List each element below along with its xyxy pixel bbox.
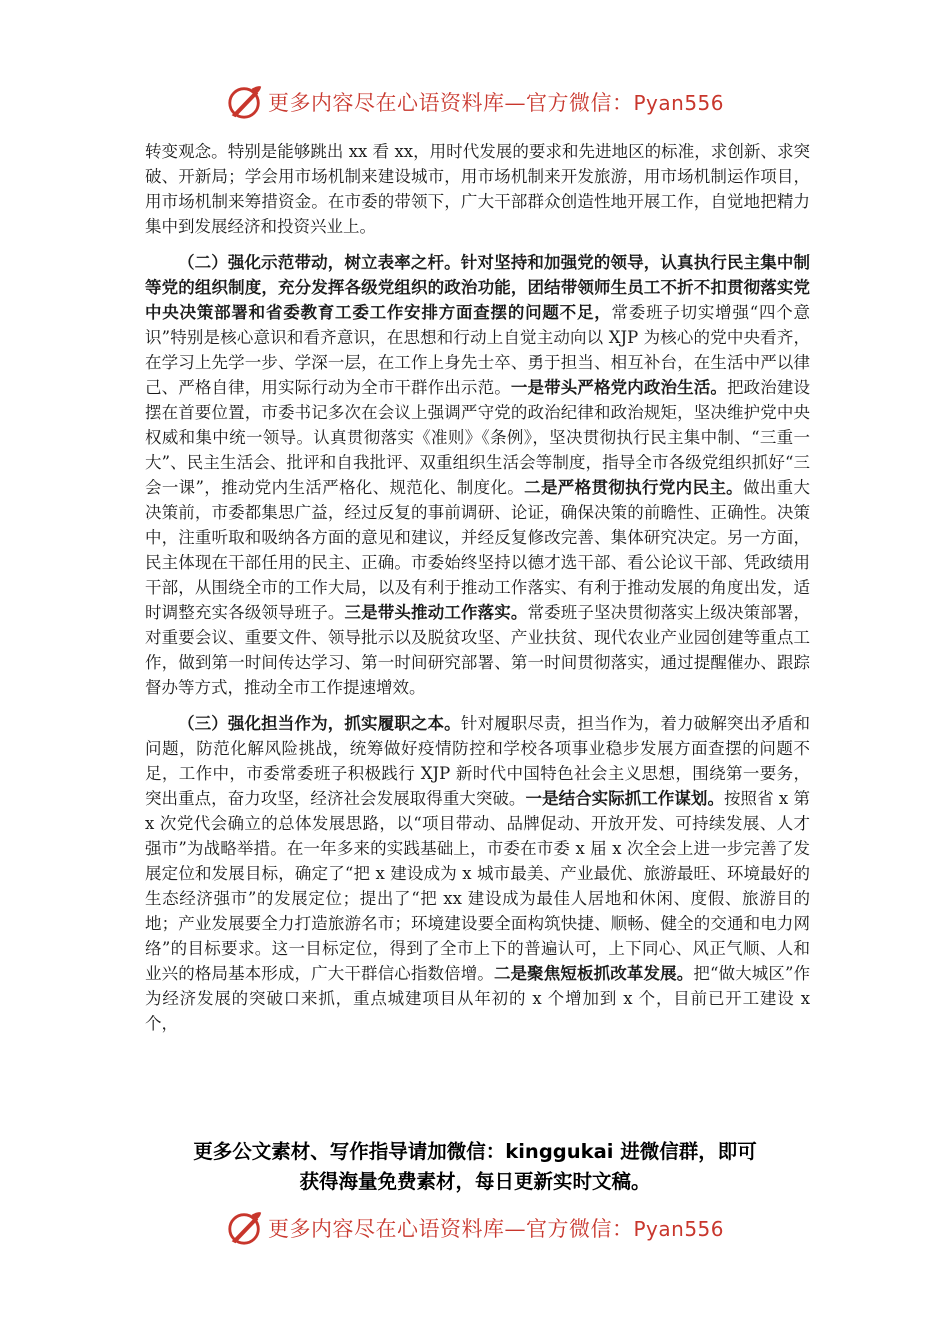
- header-banner: [0, 82, 950, 122]
- quill-logo-icon: [226, 83, 264, 121]
- text-run: 常委班子切实增强“四个意识”特别是核心意识和看齐意识，在思想和行动上自觉主动向以 XJP 为核心的党中央看齐，在学习上先学一步、学深一层，在工作上身先士卒、勇于担当、相互补台，在生活中严以律己、严格自律，用实际行动为全市干群作出示范。: [145, 303, 811, 397]
- header-banner-text: 更多内容尽在心语资料库—官方微信：Pyan556: [267, 91, 724, 115]
- bold-run: 一是带头严格党内政治生活。: [510, 378, 727, 397]
- paragraph: [145, 139, 810, 239]
- paragraph: [145, 711, 810, 1036]
- paragraph: [145, 250, 810, 700]
- quill-logo-icon: [226, 1209, 264, 1247]
- bold-run: 一是结合实际抓工作谋划。: [525, 789, 724, 808]
- text-run: 针对履职尽责，担当作为，着力破解突出矛盾和问题，防范化解风险挑战，统筹做好疫情防控和学校各项事业稳步发展方面查摆的问题不足，工作中，市委常委班子积极践行 XJP 新时代中国特色社会主义思想，围绕第一要务，突出重点，奋力攻坚，经济社会发展取得重大突破。: [145, 714, 811, 808]
- footer-banner-text: 更多内容尽在心语资料库—官方微信：Pyan556: [267, 1217, 724, 1241]
- bold-run: 二是严格贯彻执行党内民主。: [524, 478, 743, 497]
- text-run: 做出重大决策前，市委都集思广益，经过反复的事前调研、论证，确保决策的前瞻性、正确性。决策中，注重听取和吸纳各方面的意见和建议，并经反复修改完善、集体研究决定。另一方面，民主体现在干部任用的民主、正确。市委始终坚持以德才选干部、看公论议干部、凭政绩用干部，从围绕全市的工作大局，以及有利于推动工作落实、有利于推动发展的角度出发，适时调整充实各级领导班子。: [145, 478, 811, 622]
- bold-run: 三是带头推动工作落实。: [344, 603, 528, 622]
- text-run: 转变观念。特别是能够跳出 xx 看 xx，用时代发展的要求和先进地区的标准，求创新、求突破、开新局；学会用市场机制来建设城市，用市场机制来开发旅游，用市场机制运作项目，用市场机制来筹措资金。在市委的带领下，广大干部群众创造性地开展工作，自觉地把精力集中到发展经济和投资兴业上。: [145, 142, 810, 236]
- text-run: 把政治建设摆在首要位置，市委书记多次在会议上强调严守党的政治纪律和政治规矩，坚决维护党中央权威和集中统一领导。认真贯彻落实《准则》《条例》，坚决贯彻执行民主集中制、“三重一大”、民主生活会、批评和自我批评、双重组织生活会等制度，指导全市各级党组织抓好“三会一课”，推动党内生活严格化、规范化、制度化。: [145, 378, 811, 497]
- document-body: [145, 139, 810, 1036]
- text-run: 常委班子坚决贯彻落实上级决策部署，对重要会议、重要文件、领导批示以及脱贫攻坚、产业扶贫、现代农业产业园创建等重点工作，做到第一时间传达学习、第一时间研究部署、第一时间贯彻落实，通过提醒催办、跟踪督办等方式，推动全市工作提速增效。: [145, 603, 811, 697]
- text-run: 把“做大城区”作为经济发展的突破口来抓，重点城建项目从年初的 x 个增加到 x 个，目前已开工建设 x 个，: [145, 964, 811, 1033]
- bold-run: （二）强化示范带动，树立表率之杆。针对坚持和加强党的领导，认真执行民主集中制等党的组织制度，充分发挥各级党组织的政治功能，团结带领师生员工不折不扣贯彻落实党中央决策部署和省委教育工委工作安排方面查摆的问题不足，: [145, 253, 810, 322]
- footer-banner: [0, 1208, 950, 1248]
- promo-line-2: 获得海量免费素材，每日更新实时文稿。: [299, 1170, 651, 1193]
- promo-line-1: 更多公文素材、写作指导请加微信：kinggukai 进微信群，即可: [193, 1140, 757, 1163]
- bold-run: 二是聚焦短板抓改革发展。: [493, 964, 694, 983]
- bold-run: （三）强化担当作为，抓实履职之本。: [178, 714, 461, 733]
- text-run: 按照省 x 第 x 次党代会确立的总体发展思路，以“项目带动、品牌促动、开放开发、可持续发展、人才强市”为战略举措。在一年多来的实践基础上，市委在市委 x 届 x 次全会上进一步完善了发展定位和发展目标，确定了“把 x 建设成为 x 城市最美、产业最优、旅游最旺、环境最好的生态经济强市”的发展定位；提出了“把 xx 建设成为最佳人居地和休闲、度假、旅游目的地；产业发展要全力打造旅游名市；环境建设要全面构筑快捷、顺畅、健全的交通和电力网络”的目标要求。这一目标定位，得到了全市上下的普遍认可，上下同心、风正气顺、人和业兴的格局基本形成，广大干群信心指数倍增。: [145, 789, 811, 983]
- promo-notice: [0, 1137, 950, 1197]
